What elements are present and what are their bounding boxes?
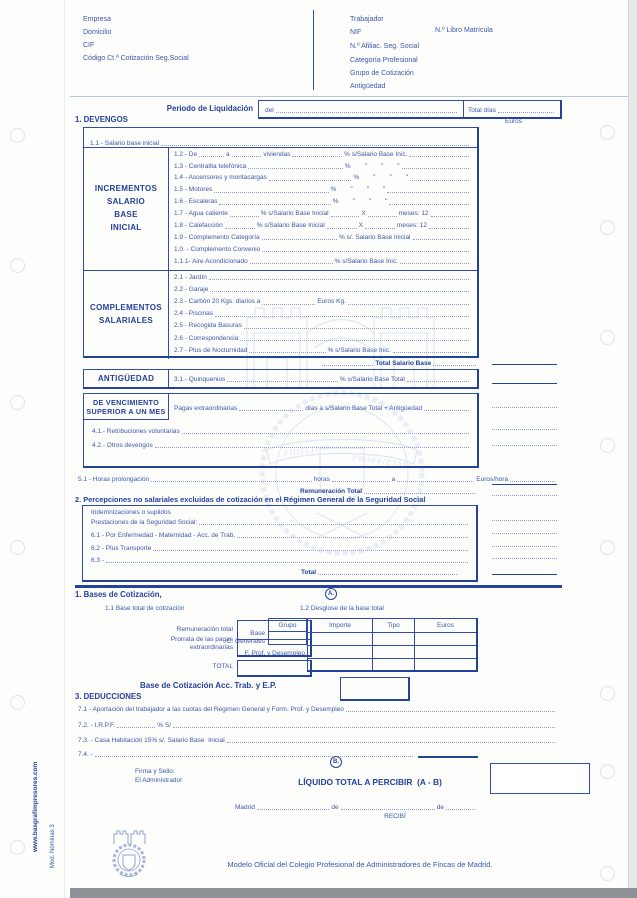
- row-label: días a s/Salario Base Total + Antigüedad: [305, 404, 423, 412]
- footer-official-text: Modelo Oficial del Colegio Profesional de Administradores de Fincas de Madrid.: [227, 860, 493, 869]
- dotted-leader: [230, 216, 259, 217]
- dotted-leader: [209, 279, 469, 280]
- form-row: [174, 336, 471, 343]
- remuneracion-total-label: Remuneración total: [176, 626, 233, 633]
- dotted-leader: [239, 410, 303, 411]
- perforation-hole: [600, 220, 615, 235]
- row-label: Madrid: [235, 803, 255, 811]
- row-label: 1.8 - Calefacción: [174, 222, 223, 230]
- dotted-leader: [225, 228, 255, 229]
- label-categoria: Categoría Profesional: [350, 57, 418, 64]
- amount-line-total-salario-base: [492, 364, 557, 365]
- row-label: Pagas extraordinarias: [174, 404, 238, 412]
- acc-trab-box: [340, 677, 410, 701]
- dotted-leader: [397, 481, 474, 482]
- total-a-deducir-row: [330, 757, 477, 768]
- row-label: Euros Kg.: [317, 298, 346, 306]
- dotted-leader: [244, 328, 469, 329]
- dotted-leader: [348, 304, 469, 305]
- row-label: 2.6 - Correspondencia: [174, 334, 239, 342]
- label-cif: CIF: [83, 42, 95, 49]
- perforation-hole: [600, 686, 615, 701]
- dotted-leader: [402, 168, 470, 169]
- row-label: 2.7 - Plus de Nocturnidad: [174, 346, 248, 354]
- total-box: [237, 660, 312, 677]
- row-label: ": [383, 186, 386, 194]
- dotted-leader: [292, 156, 342, 157]
- row-7-1: [78, 704, 557, 713]
- form-row: [174, 348, 471, 355]
- liquido-total-title: LÍQUIDO TOTAL A PERCIBIR (A - B): [298, 777, 442, 787]
- acc-trab-label: Base de Cotización Acc. Trab. y E.P.: [140, 681, 277, 690]
- dotted-leader: [155, 447, 469, 448]
- row-label: % s/Salario Base Inicial: [256, 222, 325, 230]
- incrementos-rows: [169, 148, 477, 270]
- table-cell: [372, 632, 414, 645]
- prestaciones-row: [91, 517, 470, 526]
- row-label: horas: [313, 475, 330, 483]
- amount-line-quinquenios: [492, 383, 557, 384]
- row-label: a: [391, 475, 396, 483]
- liquido-amount-box: [490, 763, 590, 794]
- dotted-leader: [510, 481, 555, 482]
- row-label: Total días: [468, 106, 496, 114]
- table-cell: [308, 645, 372, 658]
- perforation-hole: [10, 540, 25, 555]
- bottom-edge-bar: [70, 888, 637, 898]
- row-label: Prestaciones de la Seguridad Social:: [91, 518, 198, 526]
- dotted-leader: [331, 216, 360, 217]
- dotted-leader: [182, 433, 469, 434]
- row-label: 7.1 - Aportación del trabajador a las cuotas del Régimen General y Form. Prof. y Desempleo: [78, 705, 344, 713]
- row-6-3: [91, 555, 470, 564]
- dotted-leader: [173, 727, 555, 728]
- dotted-leader: [400, 263, 469, 264]
- row-label: X: [361, 210, 366, 218]
- row-label: 2.5 - Recogida Basuras: [174, 322, 242, 330]
- dotted-leader: [250, 263, 333, 264]
- row-label: 6.1 - Por Enfermedad - Maternidad - Acc. de Trab.: [91, 531, 236, 539]
- dotted-leader: [407, 381, 469, 382]
- printer-url-vertical: www.basgrafimpresores.com: [32, 761, 39, 852]
- row-label: ": [389, 174, 392, 182]
- dotted-leader: [262, 251, 469, 252]
- dotted-leader: [368, 216, 397, 217]
- retribuciones-voluntarias-row: [92, 426, 471, 435]
- row-label: % S/: [157, 721, 172, 729]
- antiguedad-label: ANTIGÜEDAD: [84, 370, 169, 387]
- perforation-hole: [10, 840, 25, 855]
- row-label: ": [380, 162, 384, 170]
- label-afiliacion: N.º Afiliac. Seg. Social: [350, 43, 420, 50]
- row-label: %: [344, 162, 351, 170]
- perforation-hole: [600, 330, 615, 345]
- form-row: [174, 323, 471, 330]
- row-label: X: [358, 222, 364, 230]
- amount-line-6-1: [492, 533, 557, 534]
- row-label: %: [353, 174, 360, 182]
- badge-b: B.: [330, 756, 342, 768]
- row-label: % s/Salario Base Inic.: [327, 346, 391, 354]
- base-total-label: 1.1 Base total de cotización: [105, 605, 185, 612]
- incrementos-group: [84, 147, 477, 270]
- col-header-euros: Euros: [414, 619, 476, 632]
- total-devengado-row: [325, 589, 557, 600]
- table-cell: [414, 632, 476, 645]
- dotted-leader: [364, 493, 475, 494]
- madrid-date-row: [235, 802, 477, 811]
- dotted-leader: [269, 180, 352, 181]
- row-label: 1.0. - Complemento Convenio: [174, 245, 261, 253]
- form-row: [174, 287, 471, 294]
- perforation-hole: [600, 125, 615, 140]
- table-cell: [372, 658, 414, 670]
- row-label: 2.3 - Carbón 20 Kgs. diarios a: [174, 298, 261, 306]
- dotted-leader: [322, 365, 373, 366]
- dotted-leader: [248, 168, 343, 169]
- row-label: 7.4. -: [78, 750, 93, 758]
- dotted-leader: [410, 180, 469, 181]
- row-label: %: [330, 186, 337, 194]
- row-label: ": [397, 162, 400, 170]
- amount-line-pagas: [492, 407, 557, 408]
- row-label: 7.3. - Casa Habitación 15% s/. Salario Base Inicial: [78, 736, 225, 744]
- dotted-leader: [318, 574, 457, 575]
- form-row: [174, 152, 471, 159]
- periodo-total-dias-row: [464, 101, 560, 117]
- form-row: [174, 311, 471, 318]
- col-header-tipo: Tipo: [372, 619, 414, 632]
- row-label: 1.1 - Salario base inicial: [90, 139, 160, 147]
- right-edge-band: [628, 0, 637, 898]
- complementos-label: COMPLEMENTOS SALARIALES: [84, 271, 169, 359]
- percepciones-title: 2. Percepciones no salariales excluidas de cotización en el Régimen General de la Seguridad Social: [75, 495, 426, 504]
- base-generales-label-2: C. Generales: [226, 638, 265, 645]
- percepciones-total-row: [301, 567, 459, 576]
- table-cell: [414, 658, 476, 670]
- amount-line-remuneracion: [492, 495, 557, 496]
- periodo-label: Periodo de Liquidación: [166, 104, 253, 113]
- row-label: viviendas: [263, 150, 291, 158]
- perforation-hole: [10, 128, 25, 143]
- dotted-leader: [446, 809, 475, 810]
- row-label: ": [352, 198, 355, 206]
- plus-transporte-row: [91, 543, 470, 552]
- total-salario-base-row: [320, 358, 478, 367]
- remuneracion-total-row: [300, 486, 477, 495]
- row-label: % s/Salario Base Inicial: [260, 210, 329, 218]
- row-label: 1.7 - Agua caliente: [174, 210, 228, 218]
- dotted-leader: [151, 481, 311, 482]
- complementos-rows: [169, 271, 477, 359]
- form-row: [174, 175, 471, 182]
- dotted-leader: [227, 381, 338, 382]
- base-generales-label-1: Base: [250, 630, 265, 637]
- form-row: [174, 223, 471, 230]
- colegio-crest-logo: [106, 828, 152, 882]
- prorrata-label-2: extraordinarias: [190, 644, 233, 651]
- watermark-motto-2: PROPRIETATI: [351, 453, 412, 471]
- administrador-label: El Administrador: [135, 777, 183, 784]
- complementos-group: [84, 270, 477, 359]
- dotted-leader: [346, 711, 555, 712]
- antiguedad-box: [83, 369, 479, 389]
- amount-line-6-2: [492, 546, 557, 547]
- perforation-hole: [600, 438, 615, 453]
- label-nif: NIF: [350, 29, 362, 36]
- label-codigo-cotizacion: Código Ct.ª Cotización Seg.Social: [83, 55, 189, 62]
- row-label: de: [331, 803, 339, 811]
- row-label: % s/Salario Base Inic.: [334, 257, 398, 265]
- row-label: Total: [301, 568, 317, 576]
- dotted-leader: [431, 216, 469, 217]
- col-header-grupo: Grupo: [269, 619, 306, 632]
- row-label: 6.2 - Plus Transporte: [91, 544, 152, 552]
- dotted-leader: [327, 228, 357, 229]
- dotted-leader: [424, 410, 469, 411]
- dotted-leader: [106, 562, 468, 563]
- dotted-leader: [393, 352, 469, 353]
- row-label: 1.9 - Complemento Categoría: [174, 233, 260, 241]
- row-label: a: [225, 150, 230, 158]
- row-label: 4.2.- Otros devengos: [92, 441, 153, 449]
- model-number-vertical: Mod. Nóminas 3: [50, 824, 56, 868]
- row-7-3: [78, 735, 557, 744]
- perforation-hole: [600, 764, 615, 779]
- table-cell: [414, 645, 476, 658]
- row-label: ": [373, 174, 376, 182]
- amount-line-horas: [492, 484, 557, 485]
- form-row: [174, 187, 471, 194]
- row-label: ": [405, 174, 409, 182]
- form-row: [174, 235, 471, 242]
- label-trabajador: Trabajador: [350, 16, 384, 23]
- dotted-leader: [232, 156, 262, 157]
- form-row: [174, 275, 471, 282]
- row-label: % s/Salario Base Total: [339, 375, 405, 383]
- label-empresa: Empresa: [83, 16, 112, 23]
- grupo-column-box: [268, 618, 307, 645]
- row-label: 2.1 - Jardín: [174, 273, 207, 281]
- perforation-hole: [600, 540, 615, 555]
- form-row: [174, 199, 471, 206]
- dotted-leader: [257, 809, 329, 810]
- devengos-box: [83, 127, 479, 358]
- label-antiguedad-header: Antigüedad: [350, 83, 386, 90]
- dotted-leader: [237, 537, 468, 538]
- section-divider: [75, 585, 562, 588]
- dotted-leader: [227, 742, 555, 743]
- label-grupo-cotizacion: Grupo de Cotización: [350, 70, 414, 77]
- row-label: 1.2 - De: [174, 150, 198, 158]
- total-label: TOTAL: [212, 663, 233, 670]
- dotted-leader: [365, 228, 395, 229]
- form-row: [174, 211, 471, 218]
- incrementos-label: INCREMENTOS SALARIO BASE INICIAL: [84, 148, 169, 270]
- row-label: 5.1 - Horas prolongación: [78, 475, 150, 483]
- form-row: [174, 299, 471, 306]
- row-label: 1.1.1- Aire Acondicionado: [174, 257, 248, 265]
- row-label: 1.5 - Motores: [174, 186, 213, 194]
- otros-devengos-row: [92, 440, 471, 449]
- dotted-leader: [262, 304, 315, 305]
- dotted-leader: [433, 365, 476, 366]
- dotted-leader: [341, 809, 435, 810]
- dotted-leader: [215, 316, 469, 317]
- row-label: Remuneración Total: [300, 487, 363, 495]
- row-label: meses: 12: [398, 210, 429, 218]
- row-salario-base-inicial: [84, 128, 477, 147]
- amount-line-4-2: [492, 445, 557, 446]
- devengos-title: 1. DEVENGOS: [75, 115, 128, 124]
- deducciones-title: 3. DEDUCCIONES: [75, 692, 142, 701]
- row-label: 6.3 -: [91, 556, 105, 564]
- perforation-hole: [10, 258, 25, 273]
- table-cell: [308, 658, 372, 670]
- form-row: [174, 259, 471, 266]
- dotted-leader: [117, 727, 155, 728]
- row-label: meses: 12: [397, 222, 427, 230]
- table-cell: [308, 632, 372, 645]
- row-label: 1.6 - Escaleras: [174, 198, 218, 206]
- dotted-leader: [332, 481, 390, 482]
- amount-line-6-3: [492, 558, 557, 559]
- row-label: %: [332, 198, 339, 206]
- indemnizaciones-line: Indemnizaciones o suplidos: [91, 509, 171, 516]
- dotted-leader: [161, 145, 469, 146]
- table-cell: [372, 645, 414, 658]
- dotted-leader: [199, 524, 468, 525]
- perforation-hole: [10, 395, 25, 410]
- dotted-leader: [240, 340, 469, 341]
- row-label: Euros/hora: [476, 475, 509, 483]
- horas-prolongacion-row: [78, 474, 557, 483]
- label-libro-matricula: N.º Libro Matrícula: [435, 27, 493, 34]
- row-label: 2.4 - Piscinas: [174, 310, 214, 318]
- dotted-leader: [409, 156, 469, 157]
- perforation-hole: [10, 695, 25, 710]
- dotted-leader: [276, 112, 457, 113]
- firma-sello-label: Firma y Sello:: [135, 768, 175, 775]
- row-label: % s/Salario Base Inic.: [344, 150, 408, 158]
- row-label: % s/. Salario Base Inicial: [338, 233, 411, 241]
- row-label: ": [350, 186, 353, 194]
- quinquenios-row: [169, 370, 477, 387]
- row-label: del: [265, 106, 274, 114]
- dotted-leader: [389, 204, 469, 205]
- header-separator: [70, 96, 628, 97]
- row-label: 4.1.- Retribuciones voluntarias: [92, 427, 180, 435]
- dotted-leader: [498, 112, 554, 113]
- dotted-leader: [387, 192, 469, 193]
- dotted-leader: [262, 239, 337, 240]
- left-crease-line: [64, 0, 65, 898]
- row-label: 2.2 - Garaje: [174, 285, 209, 293]
- periodo-box: [258, 100, 562, 119]
- amount-line-prestaciones: [492, 520, 557, 521]
- form-row: [174, 247, 471, 254]
- row-7-2: [78, 720, 557, 729]
- row-label: 1.4 - Ascensores y montacargas: [174, 174, 267, 182]
- header-divider: [313, 10, 314, 90]
- pagas-extraordinarias-row: [169, 394, 477, 420]
- badge-a: A.: [325, 588, 337, 600]
- row-label: de: [436, 803, 445, 811]
- label-domicilio: Domicilio: [83, 29, 112, 36]
- vencimiento-box: [83, 393, 479, 471]
- amount-line-total-percepciones: [492, 574, 557, 575]
- watermark-motto-1: FIDELITAS: [283, 442, 331, 458]
- euros-column-header: Euros: [505, 118, 522, 125]
- row-label: Total Salario Base: [375, 359, 432, 367]
- row-label: 3.1.- Quinquenios: [174, 375, 226, 383]
- dotted-leader: [153, 550, 468, 551]
- prorrata-label-1: Prorrata de las pagas: [170, 636, 233, 643]
- recibi-label: RECIBÍ: [384, 813, 406, 820]
- periodo-del-row: [259, 101, 463, 117]
- dotted-leader: [413, 239, 469, 240]
- bases-title: 1. Bases de Cotización,: [75, 590, 162, 599]
- dotted-leader: [214, 192, 328, 193]
- desglose-label: 1.2 Desglose de la base total: [300, 605, 384, 612]
- row-label: ": [366, 186, 370, 194]
- percepciones-box: [82, 505, 478, 582]
- col-header-importe: Importe: [328, 622, 352, 629]
- row-label: ": [368, 198, 372, 206]
- row-label: ": [364, 162, 367, 170]
- row-label: 7.2. - I.R.P.F.: [78, 721, 116, 729]
- dotted-leader: [249, 352, 325, 353]
- amount-line-4-1: [492, 429, 557, 430]
- vencimiento-label: DE VENCIMIENTO SUPERIOR A UN MES: [84, 394, 169, 420]
- dotted-leader: [429, 228, 469, 229]
- desglose-table: [307, 618, 478, 672]
- row-label: ": [385, 198, 388, 206]
- dotted-leader: [219, 204, 330, 205]
- perforation-hole: [600, 866, 615, 881]
- enfermedad-row: [91, 530, 470, 539]
- fprof-desempleo-label: F. Prof. y Desempleo: [244, 650, 305, 657]
- dotted-leader: [199, 156, 224, 157]
- dotted-leader: [210, 291, 469, 292]
- form-row: [174, 164, 471, 171]
- row-label: 1.3 - Centralita telefónica: [174, 162, 247, 170]
